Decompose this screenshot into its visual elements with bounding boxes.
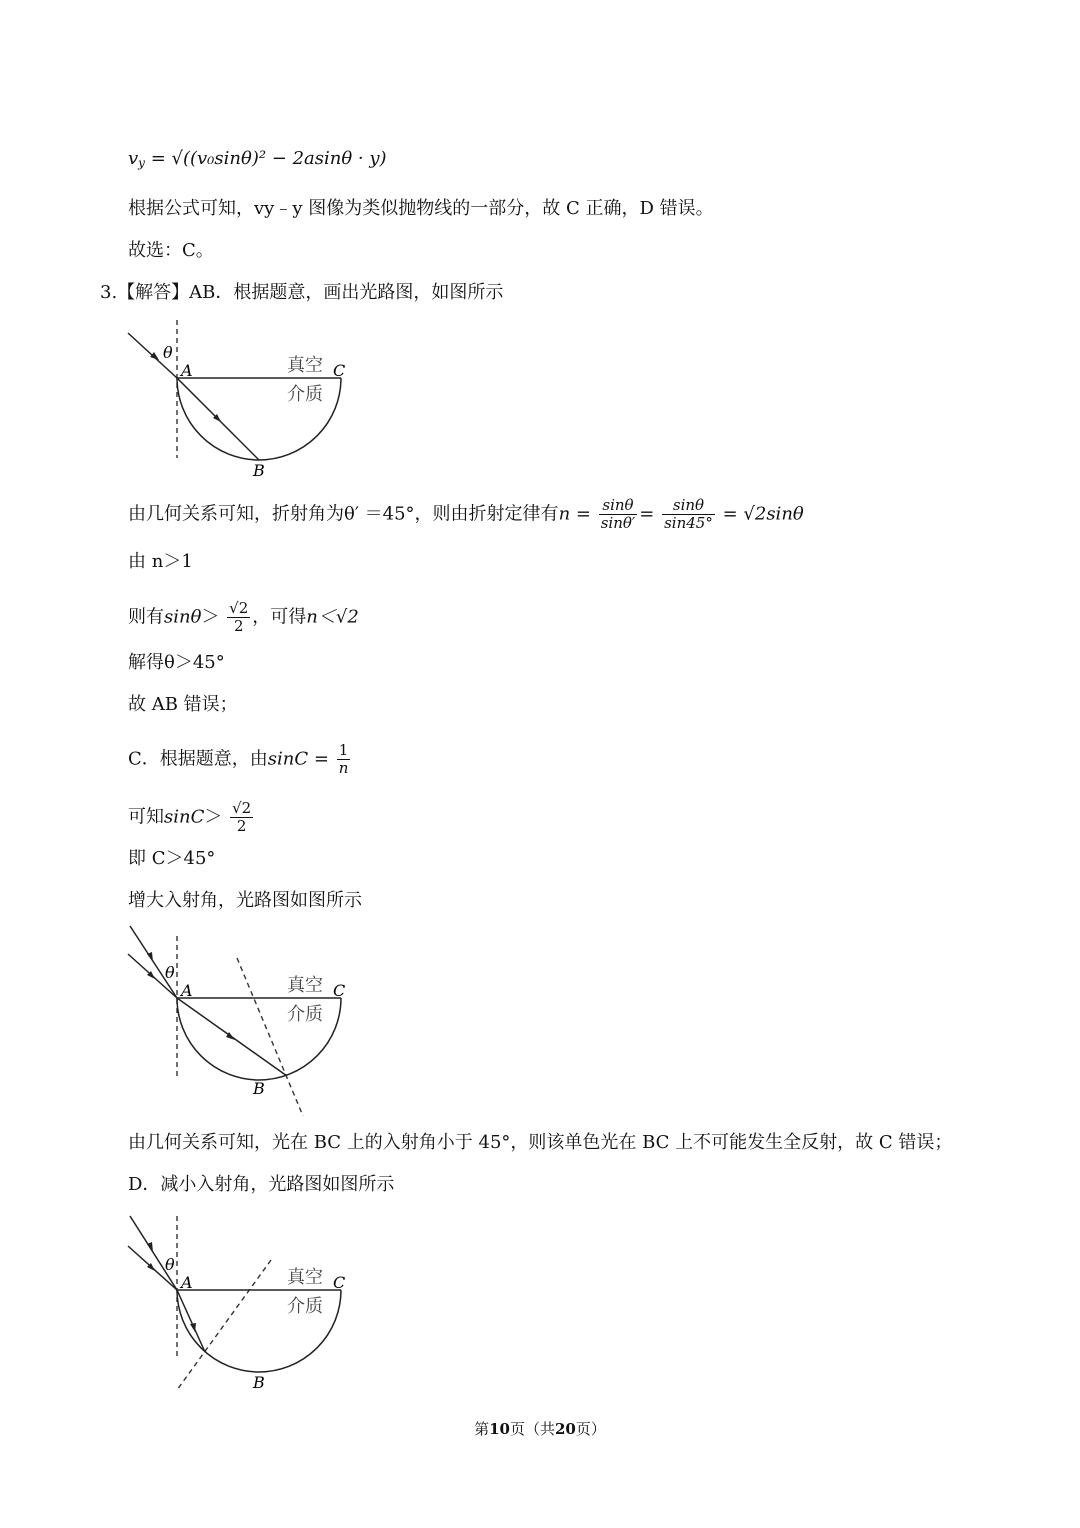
label-b: B — [253, 1373, 265, 1392]
label-vacuum: 真空 — [287, 355, 323, 376]
label-a: A — [181, 361, 193, 380]
d-intro: D．减小入射角，光路图如图所示 — [128, 1174, 395, 1195]
fraction-2: $\frac{\sin\theta}{\sin 45^\circ}$ — [664, 496, 713, 532]
incident-arrow-icon — [150, 352, 159, 360]
increase-angle-text: 增大入射角，光路图如图所示 — [128, 890, 362, 911]
label-vacuum: 真空 — [287, 1267, 323, 1288]
n-gt-1: 由 n＞1 — [128, 551, 193, 572]
ab-wrong: 故 AB 错误； — [128, 694, 238, 715]
fraction-1-over-n: $\frac{1}{n}$ — [338, 741, 349, 777]
page-number: 10 — [489, 1420, 510, 1438]
label-c: C — [333, 981, 346, 1000]
fraction-sqrt2-over-2-b: $\frac{√2}{2}$ — [232, 799, 252, 835]
label-medium: 介质 — [287, 1296, 323, 1317]
label-theta: θ — [165, 1255, 175, 1274]
sinc-line: C．根据题意，由sinC = $\frac{1}{n}$ — [128, 741, 349, 777]
refracted-arrow-icon — [190, 1323, 196, 1332]
solution3-heading: 3.【解答】AB．根据题意，画出光路图，如图所示 — [100, 282, 504, 303]
label-a: A — [181, 1273, 193, 1292]
vy-symbol: v — [128, 148, 139, 169]
light-path-diagram-3 — [125, 1212, 365, 1396]
sinc-gt-line: 可知sinC＞ $\frac{√2}{2}$ — [128, 799, 252, 835]
vy-formula-rhs: = √((v₀sinθ)² − 2asinθ · y) — [150, 148, 387, 169]
label-b: B — [253, 1079, 265, 1098]
label-b: B — [253, 461, 265, 480]
page-footer: 第10页（共20页） — [474, 1420, 606, 1438]
theta-gt-45: 解得θ＞45° — [128, 652, 225, 673]
label-c: C — [333, 1273, 346, 1292]
sin-theta-line: 则有sinθ＞ $\frac{√2}{2}$ ，可得n＜√2 — [128, 599, 359, 635]
bc-text: 由几何关系可知，光在 BC 上的入射角小于 45°，则该单色光在 BC 上不可能发生全反射，故 C 错误； — [128, 1132, 953, 1153]
refraction-n: n = — [558, 503, 591, 525]
label-medium: 介质 — [287, 384, 323, 405]
incident-ray-1 — [130, 1216, 177, 1290]
label-theta: θ — [163, 343, 173, 362]
refraction-text: 由几何关系可知，折射角为θ′ ＝45°，则由折射定律有 — [128, 503, 559, 525]
fraction-1: $\frac{\sin\theta}{\sin\theta'}$ — [600, 496, 636, 532]
refracted-ray — [177, 1290, 205, 1352]
vy-formula — [128, 146, 387, 176]
page-total: 20 — [555, 1420, 576, 1438]
conclusion-text: 根据公式可知，vy﹣y 图像为类似抛物线的一部分，故 C 正确，D 错误。 — [128, 198, 714, 219]
label-theta: θ — [165, 963, 175, 982]
label-c: C — [333, 361, 346, 380]
label-medium: 介质 — [287, 1004, 323, 1025]
light-path-diagram-1 — [125, 318, 365, 480]
vy-subscript: y — [138, 156, 145, 170]
c-gt-45: 即 C＞45° — [128, 848, 216, 869]
light-path-diagram-2 — [125, 922, 365, 1118]
label-a: A — [181, 981, 193, 1000]
label-vacuum: 真空 — [287, 975, 323, 996]
refraction-tail: = √2sinθ — [722, 503, 804, 525]
fraction-sqrt2-over-2: $\frac{√2}{2}$ — [229, 599, 249, 635]
refraction-line: 由几何关系可知，折射角为θ′ ＝45°，则由折射定律有n = $\frac{\sin\theta}{\sin\theta'}$ = $\frac{\sin\theta}{\sin 45^\circ}$ = √2sinθ — [128, 496, 804, 532]
answer-text: 故选：C。 — [128, 240, 214, 261]
